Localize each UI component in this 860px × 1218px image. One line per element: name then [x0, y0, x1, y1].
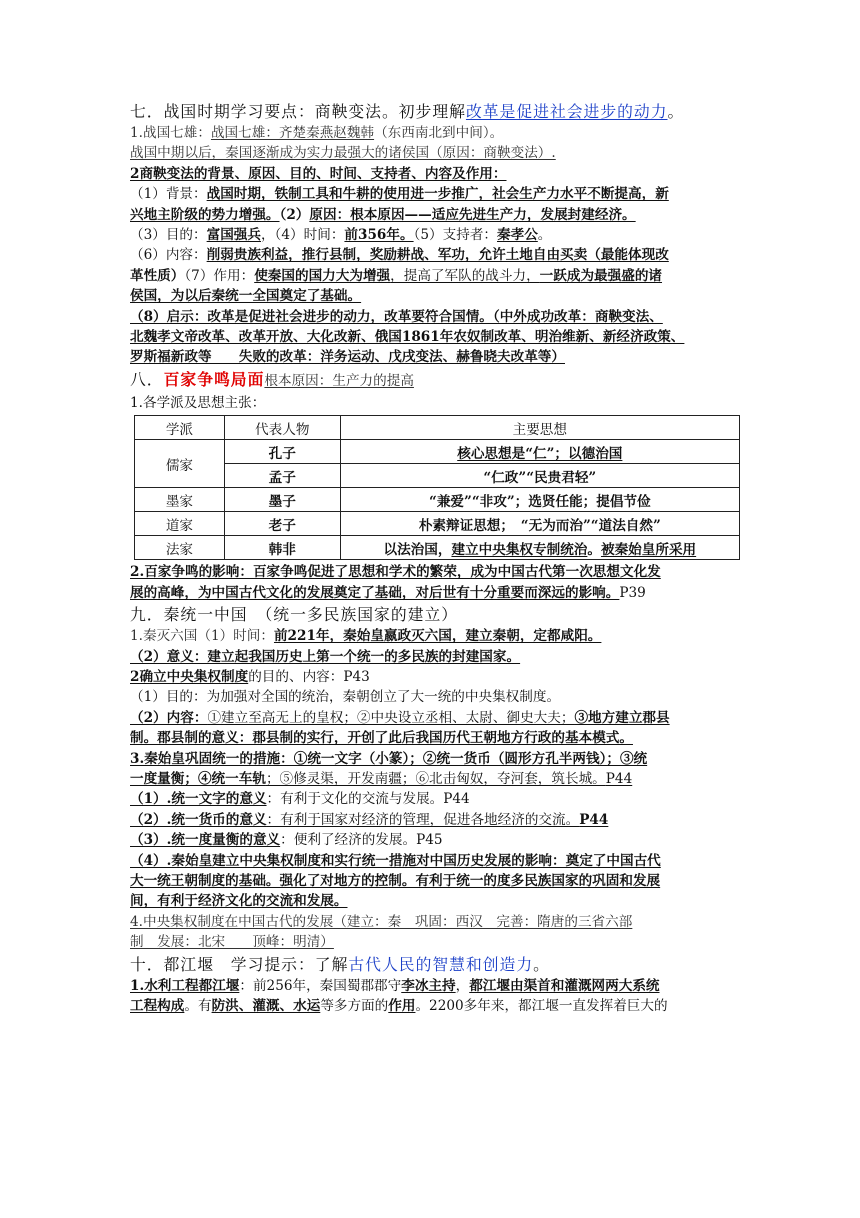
- influence-qin-2: 大一统王朝制度的基础。强化了对地方的控制。有利于统一的度多民族国家的巩固和发展: [130, 872, 661, 889]
- table-row: [135, 440, 740, 464]
- background-line-2: 兴地主阶级的势力增强。（2）原因：根本原因——适应先进生产力，发展封建经济。: [130, 206, 636, 223]
- section-9-title: 九．秦统一中国 （统一多民族国家的建立）: [130, 605, 459, 625]
- table-header-row: [135, 416, 740, 440]
- section-7-title: 七．战国时期学习要点：商鞅变法。初步理解改革是促进社会进步的动力。: [130, 102, 685, 121]
- table-row: [135, 536, 740, 560]
- effect-line-3: 侯国，为以后秦统一全国奠定了基础。: [130, 288, 362, 305]
- writing-meaning-line: （1）.统一文字的意义：有利于文化的交流与发展。P44: [130, 791, 470, 808]
- warring-states-line: 1.战国七雄：战国七雄：齐楚秦燕赵魏韩（东西南北到中间）。: [130, 125, 504, 141]
- content-line-2: 革性质）（7）作用：使秦国的国力大为增强，提高了军队的战斗力，一跃成为最强盛的诸: [130, 267, 663, 284]
- idea-cell: 以法治国，建立中央集权专制统治。被秦始皇所采用: [340, 536, 739, 560]
- content-line-1: （6）内容：削弱贵族利益，推行县制，奖励耕战、军功，允许土地自由买卖（最能体现改: [130, 247, 669, 264]
- reform-link[interactable]: 改革是促进社会进步的动力: [465, 102, 668, 121]
- idea-cell: 朴素辩证思想； “无为而治”“道法自然”: [340, 512, 739, 536]
- insight-line-1: （8）启示：改革是促进社会进步的动力，改革要符合国情。（中外成功改革：商鞅变法、: [130, 308, 663, 325]
- qin-unify-line: 1.秦灭六国（1）时间：前221年，秦始皇嬴政灭六国，建立秦朝，定都咸阳。: [130, 628, 602, 645]
- school-cell: 墨家: [135, 488, 225, 512]
- qin-strongest-line: 战国中期以后，秦国逐渐成为实力最强大的诸侯国（原因：商鞅变法）.: [130, 145, 556, 162]
- person-cell: 韩非: [224, 536, 340, 560]
- centralization-heading: 2确立中央集权制度的目的、内容：P43: [130, 668, 370, 685]
- school-cell: 道家: [135, 512, 225, 536]
- table-row: [135, 464, 740, 488]
- centralization-content-1: （2）内容：①建立至高无上的皇权；②中央设立丞相、太尉、御史大夫；③地方建立郡县: [130, 709, 670, 726]
- section-8-title: 八．百家争鸣局面根本原因：生产力的提高: [130, 369, 414, 389]
- wisdom-link[interactable]: 古代人民的智慧和创造力: [348, 954, 534, 974]
- development-line-2: 制 发展：北宋 顶峰：明清）: [130, 934, 334, 951]
- idea-cell: “仁政”“民贵君轻”: [340, 464, 739, 488]
- school-cell: 法家: [135, 536, 225, 560]
- header-idea: 主要思想: [340, 416, 739, 440]
- influence-line-1: 2.百家争鸣的影响：百家争鸣促进了思想和学术的繁荣，成为中国古代第一次思想文化发: [130, 564, 661, 581]
- currency-meaning-line: （2）.统一货币的意义：有利于国家对经济的管理，促进各地经济的交流。P44: [130, 811, 609, 828]
- idea-cell: 核心思想是“仁”；以德治国: [340, 440, 739, 464]
- table-row: [135, 512, 740, 536]
- insight-line-3: 罗斯福新政等 失败的改革：洋务运动、戊戌变法、赫鲁晓夫改革等）: [130, 349, 565, 366]
- shang-yang-heading: 2商鞅变法的背景、原因、目的、时间、支持者、内容及作用：: [130, 165, 507, 182]
- document-page: [130, 100, 742, 1016]
- header-person: 代表人物: [224, 416, 340, 440]
- person-cell: 孔子: [224, 440, 340, 464]
- idea-cell: “兼爱”“非攻”；选贤任能；提倡节俭: [340, 488, 739, 512]
- table-row: [135, 488, 740, 512]
- influence-qin-3: 间，有利于经济文化的交流和发展。: [130, 893, 348, 910]
- dujiangyan-line-2: 工程构成。有防洪、灌溉、水运等多方面的作用。2200多年来，都江堰一直发挥着巨大的: [130, 998, 668, 1014]
- section-10-title: 十．都江堰 学习提示：了解古代人民的智慧和创造力。: [130, 954, 550, 974]
- consolidation-line-1: 3.秦始皇巩固统一的措施：①统一文字（小篆）；②统一货币（圆形方孔半两钱）；③统: [130, 750, 648, 767]
- person-cell: 孟子: [224, 464, 340, 488]
- measures-meaning-line: （3）.统一度量衡的意义：便利了经济的发展。P45: [130, 832, 443, 849]
- centralization-aim: （1）目的：为加强对全国的统治，秦朝创立了大一统的中央集权制度。: [130, 689, 561, 706]
- school-cell: 儒家: [135, 440, 225, 488]
- person-cell: 墨子: [224, 488, 340, 512]
- dujiangyan-line-1: 1.水利工程都江堰：前256年，秦国蜀郡郡守李冰主持，都江堰由渠首和灌溉网两大系统: [130, 977, 660, 994]
- schools-heading: 1.各学派及思想主张：: [130, 394, 266, 411]
- influence-line-2: 展的高峰，为中国古代文化的发展奠定了基础，对后世有十分重要而深远的影响。P39: [130, 584, 646, 601]
- person-cell: 老子: [224, 512, 340, 536]
- qin-meaning-line: （2）意义：建立起我国历史上第一个统一的多民族的封建国家。: [130, 648, 521, 665]
- background-line-1: （1）背景：战国时期，铁制工具和牛耕的使用进一步推广，社会生产力水平不断提高，新: [130, 186, 669, 203]
- consolidation-line-2: 一度量衡；④统一车轨；⑤修灵渠，开发南疆；⑥北击匈奴，夺河套，筑长城。P44: [130, 770, 633, 787]
- centralization-content-2: 制。郡县制的意义：郡县制的实行，开创了此后我国历代王朝地方行政的基本模式。: [130, 730, 633, 747]
- insight-line-2: 北魏孝文帝改革、改革开放、大化改新、俄国1861年农奴制改革、明治维新、新经济政策、: [130, 329, 685, 346]
- aim-time-line: （3）目的：富国强兵，（4）时间：前356年。（5）支持者：秦孝公。: [130, 227, 552, 244]
- header-school: 学派: [135, 416, 225, 440]
- schools-table: [134, 415, 740, 560]
- influence-qin-1: （4）.秦始皇建立中央集权制度和实行统一措施对中国历史发展的影响：奠定了中国古代: [130, 852, 661, 869]
- development-line-1: 4.中央集权制度在中国古代的发展（建立：秦 巩固：西汉 完善：隋唐的三省六部: [130, 913, 633, 930]
